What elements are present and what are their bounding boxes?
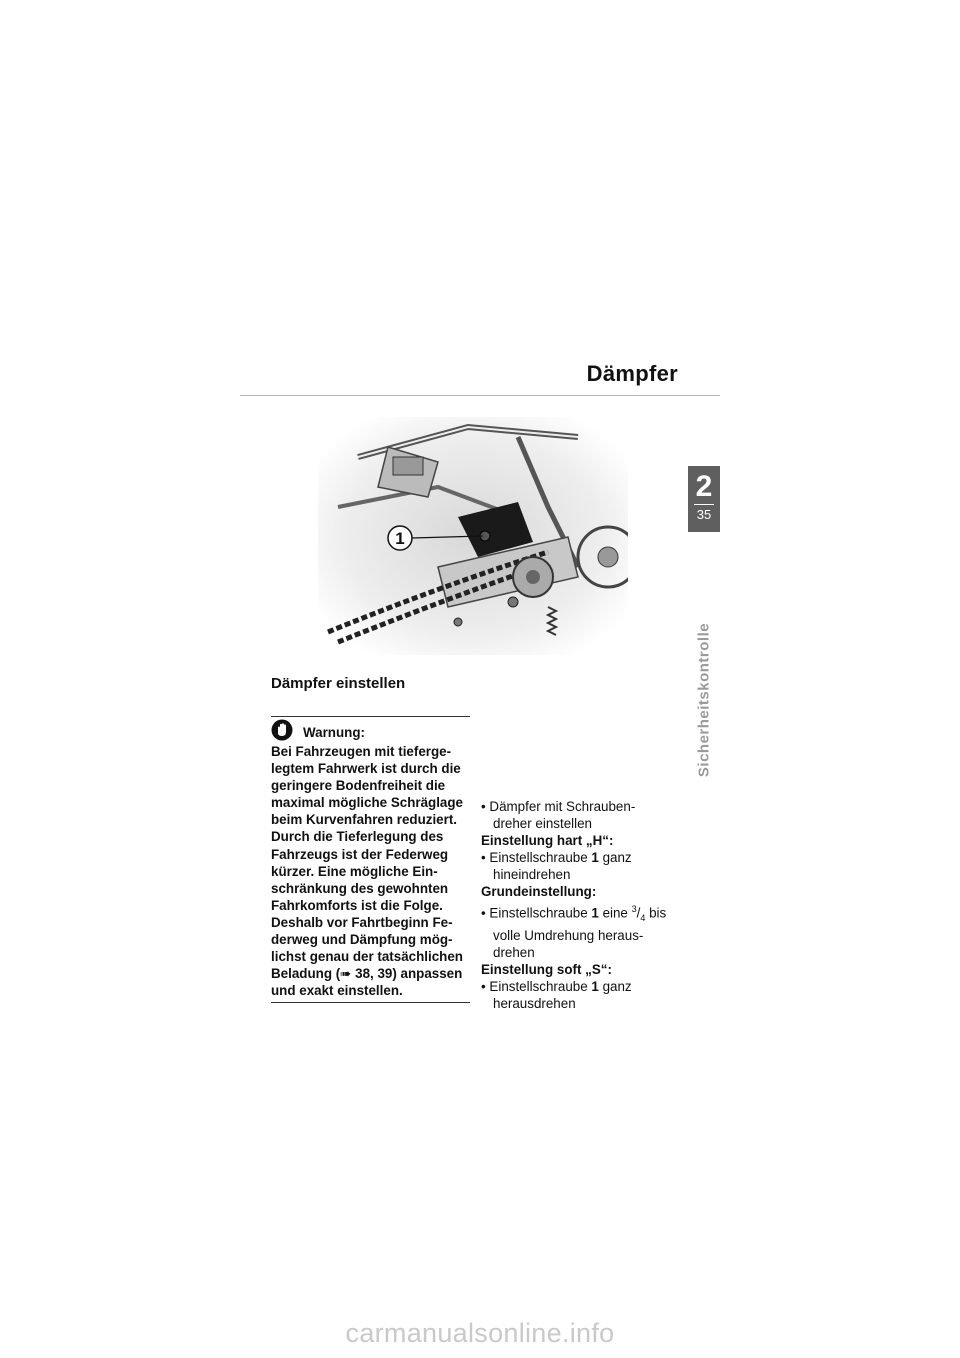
hand-stop-icon xyxy=(271,719,293,741)
motorcycle-damper-drawing xyxy=(318,417,628,655)
damper-illustration xyxy=(318,417,628,655)
warning-line: schränkung des gewohnten xyxy=(271,880,449,896)
instructions xyxy=(481,798,691,1012)
warning-line: Deshalb vor Fahrtbeginn Fe- xyxy=(271,914,453,930)
screw-ref: 1 xyxy=(591,850,599,866)
soft-heading: Einstellung soft „S“: xyxy=(481,961,612,977)
warning-line: lichst genau der tatsächlichen xyxy=(271,949,463,965)
watermark: carmanualsonline.info xyxy=(345,1318,615,1348)
chapter-tab xyxy=(688,466,720,532)
screw-ref: 1 xyxy=(591,979,599,995)
warning-line: Fahrzeugs ist der Federweg xyxy=(271,846,449,862)
callout-label: 1 xyxy=(395,529,405,548)
chapter-side-label: Sicherheitskontrolle xyxy=(695,622,713,778)
warning-line: geringere Bodenfreiheit die xyxy=(271,778,446,794)
warning-line: Fahrkomforts ist die Folge. xyxy=(271,897,443,913)
page-number: 35 xyxy=(696,507,712,522)
header-rule xyxy=(240,395,720,396)
chapter-number: 2 xyxy=(695,470,713,503)
warning-line: Durch die Tieferlegung des xyxy=(271,829,444,845)
section-heading: Dämpfer einstellen xyxy=(271,675,406,692)
warning-box xyxy=(271,716,470,1003)
soft-bullet: • Einstellschraube 1 ganz herausdrehen xyxy=(481,979,632,1012)
page-title: Dämpfer xyxy=(586,361,678,386)
hart-bullet: • Einstellschraube 1 ganz hineindrehen xyxy=(481,850,632,883)
warning-line: beim Kurvenfahren reduziert. xyxy=(271,812,458,828)
hart-heading: Einstellung hart „H“: xyxy=(481,833,614,849)
warning-line: und exakt einstellen. xyxy=(271,983,403,999)
grund-bullet: • Einstellschraube 1 eine $^3/_4$ bis volle Umdrehung heraus- drehen xyxy=(481,903,667,960)
warning-line: maximal mögliche Schräglage xyxy=(271,795,464,811)
intro-bullet: • Dämpfer mit Schrauben- dreher einstellen xyxy=(481,799,636,832)
warning-line: kürzer. Eine mögliche Ein- xyxy=(271,863,438,879)
grund-heading: Grundeinstellung: xyxy=(481,884,597,900)
warning-label: Warnung: xyxy=(303,725,365,740)
warning-text xyxy=(271,743,470,999)
warning-line: derweg und Dämpfung mög- xyxy=(271,932,453,948)
warning-line: legtem Fahrwerk ist durch die xyxy=(271,761,461,777)
warning-line: Bei Fahrzeugen mit tieferge- xyxy=(271,744,452,759)
screw-ref: 1 xyxy=(591,905,599,921)
warning-line: Beladung (➠ 38, 39) anpassen xyxy=(271,966,463,982)
